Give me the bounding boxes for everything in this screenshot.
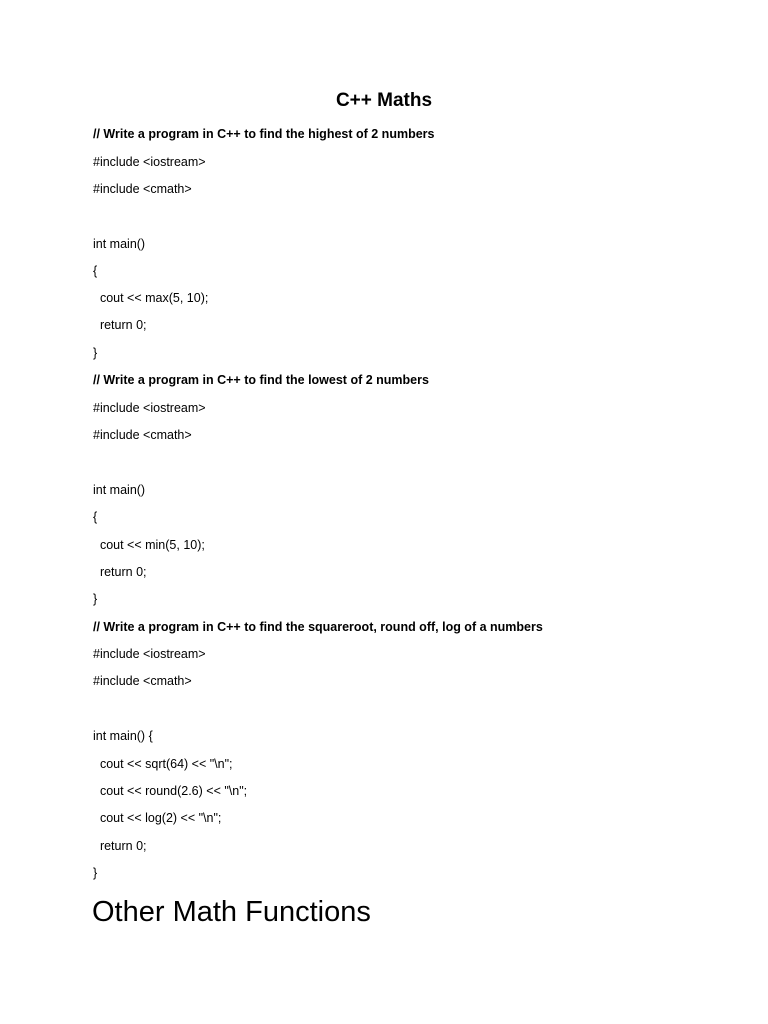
code-line: #include <iostream> bbox=[93, 647, 206, 661]
comment-line-sqrt-round-log: // Write a program in C++ to find the squareroot, round off, log of a numbers bbox=[93, 620, 543, 634]
code-line: return 0; bbox=[93, 565, 147, 579]
code-line: cout << min(5, 10); bbox=[93, 538, 205, 552]
code-line: cout << log(2) << "\n"; bbox=[93, 811, 222, 825]
section-heading: Other Math Functions bbox=[92, 896, 371, 928]
code-line: cout << sqrt(64) << "\n"; bbox=[93, 757, 233, 771]
code-line: return 0; bbox=[93, 839, 147, 853]
code-line: } bbox=[93, 866, 98, 880]
code-line: #include <cmath> bbox=[93, 428, 192, 442]
code-line: } bbox=[93, 592, 98, 606]
code-line: { bbox=[93, 264, 98, 278]
code-line: cout << round(2.6) << "\n"; bbox=[93, 784, 248, 798]
code-line: int main() { bbox=[93, 729, 153, 743]
code-line: #include <iostream> bbox=[93, 401, 206, 415]
code-line: #include <cmath> bbox=[93, 674, 192, 688]
code-line: int main() bbox=[93, 237, 146, 251]
code-line: int main() bbox=[93, 483, 146, 497]
code-line: return 0; bbox=[93, 318, 147, 332]
page-title: C++ Maths bbox=[335, 90, 433, 111]
code-line: #include <iostream> bbox=[93, 155, 206, 169]
comment-line-highest: // Write a program in C++ to find the highest of 2 numbers bbox=[93, 127, 435, 141]
code-line: } bbox=[93, 346, 98, 360]
code-line: #include <cmath> bbox=[93, 182, 192, 196]
comment-line-lowest: // Write a program in C++ to find the lowest of 2 numbers bbox=[93, 373, 429, 387]
code-line: cout << max(5, 10); bbox=[93, 291, 209, 305]
code-line: { bbox=[93, 510, 98, 524]
